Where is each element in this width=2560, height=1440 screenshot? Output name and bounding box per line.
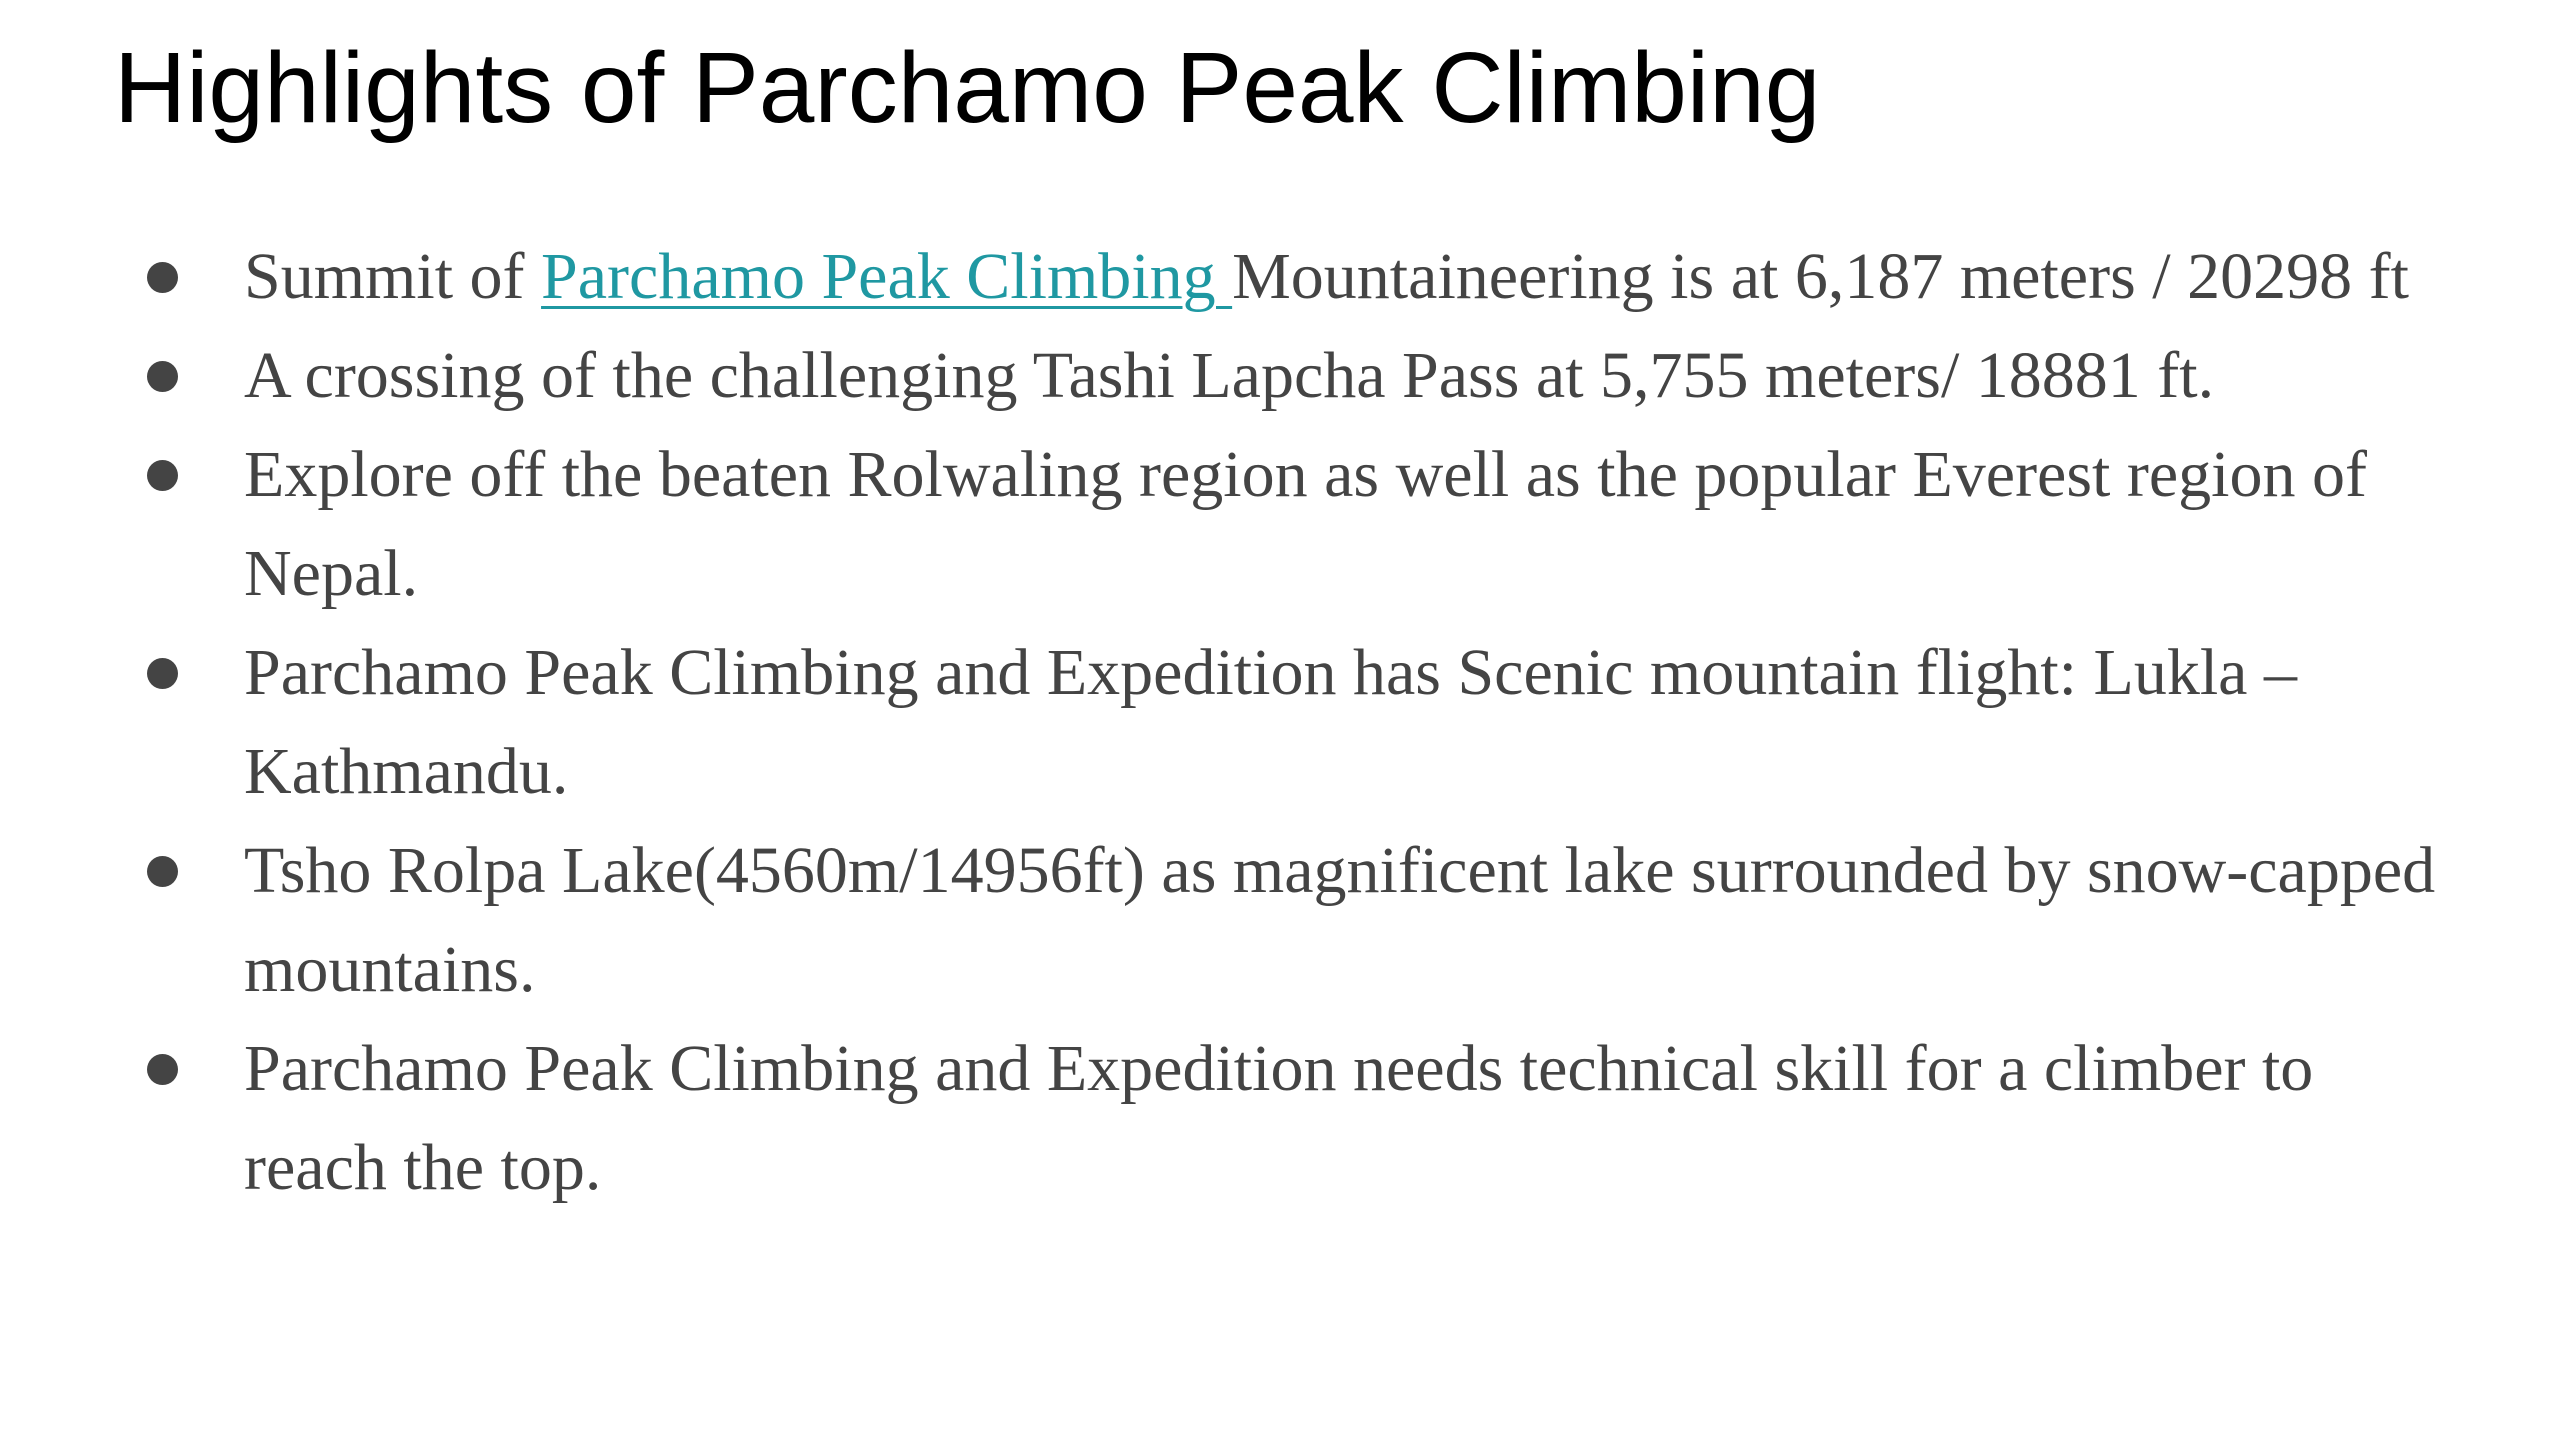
list-item xyxy=(0,1019,2560,1217)
item-text: Parchamo Peak Climbing and Expedition needs technical skill for a climber to reach the top. xyxy=(244,1032,2314,1204)
item-text-suffix: Mountaineering is at 6,187 meters / 20298 ft xyxy=(1232,240,2409,313)
item-text-prefix: Summit of xyxy=(244,240,542,313)
parchamo-peak-climbing-link[interactable]: Parchamo Peak Climbing xyxy=(541,240,1233,313)
list-item xyxy=(0,821,2560,1019)
list-item xyxy=(0,227,2560,326)
bullet-icon xyxy=(147,262,178,293)
bullet-icon xyxy=(147,856,178,887)
slide-title: Highlights of Parchamo Peak Climbing xyxy=(114,32,1821,144)
list-item xyxy=(0,425,2560,623)
item-text: Tsho Rolpa Lake(4560m/14956ft) as magnificent lake surrounded by snow-capped mountains. xyxy=(244,834,2436,1006)
list-item xyxy=(0,623,2560,821)
item-text: Parchamo Peak Climbing and Expedition has Scenic mountain flight: Lukla – Kathmandu. xyxy=(244,636,2297,808)
bullet-icon xyxy=(147,460,178,491)
bullet-icon xyxy=(147,658,178,689)
bullet-icon xyxy=(147,361,178,392)
list-item xyxy=(0,326,2560,425)
highlights-list xyxy=(0,227,2560,1217)
item-text: Explore off the beaten Rolwaling region as well as the popular Everest region of Nepal. xyxy=(244,438,2367,610)
bullet-icon xyxy=(147,1054,178,1085)
item-text: A crossing of the challenging Tashi Lapcha Pass at 5,755 meters/ 18881 ft. xyxy=(244,339,2215,412)
